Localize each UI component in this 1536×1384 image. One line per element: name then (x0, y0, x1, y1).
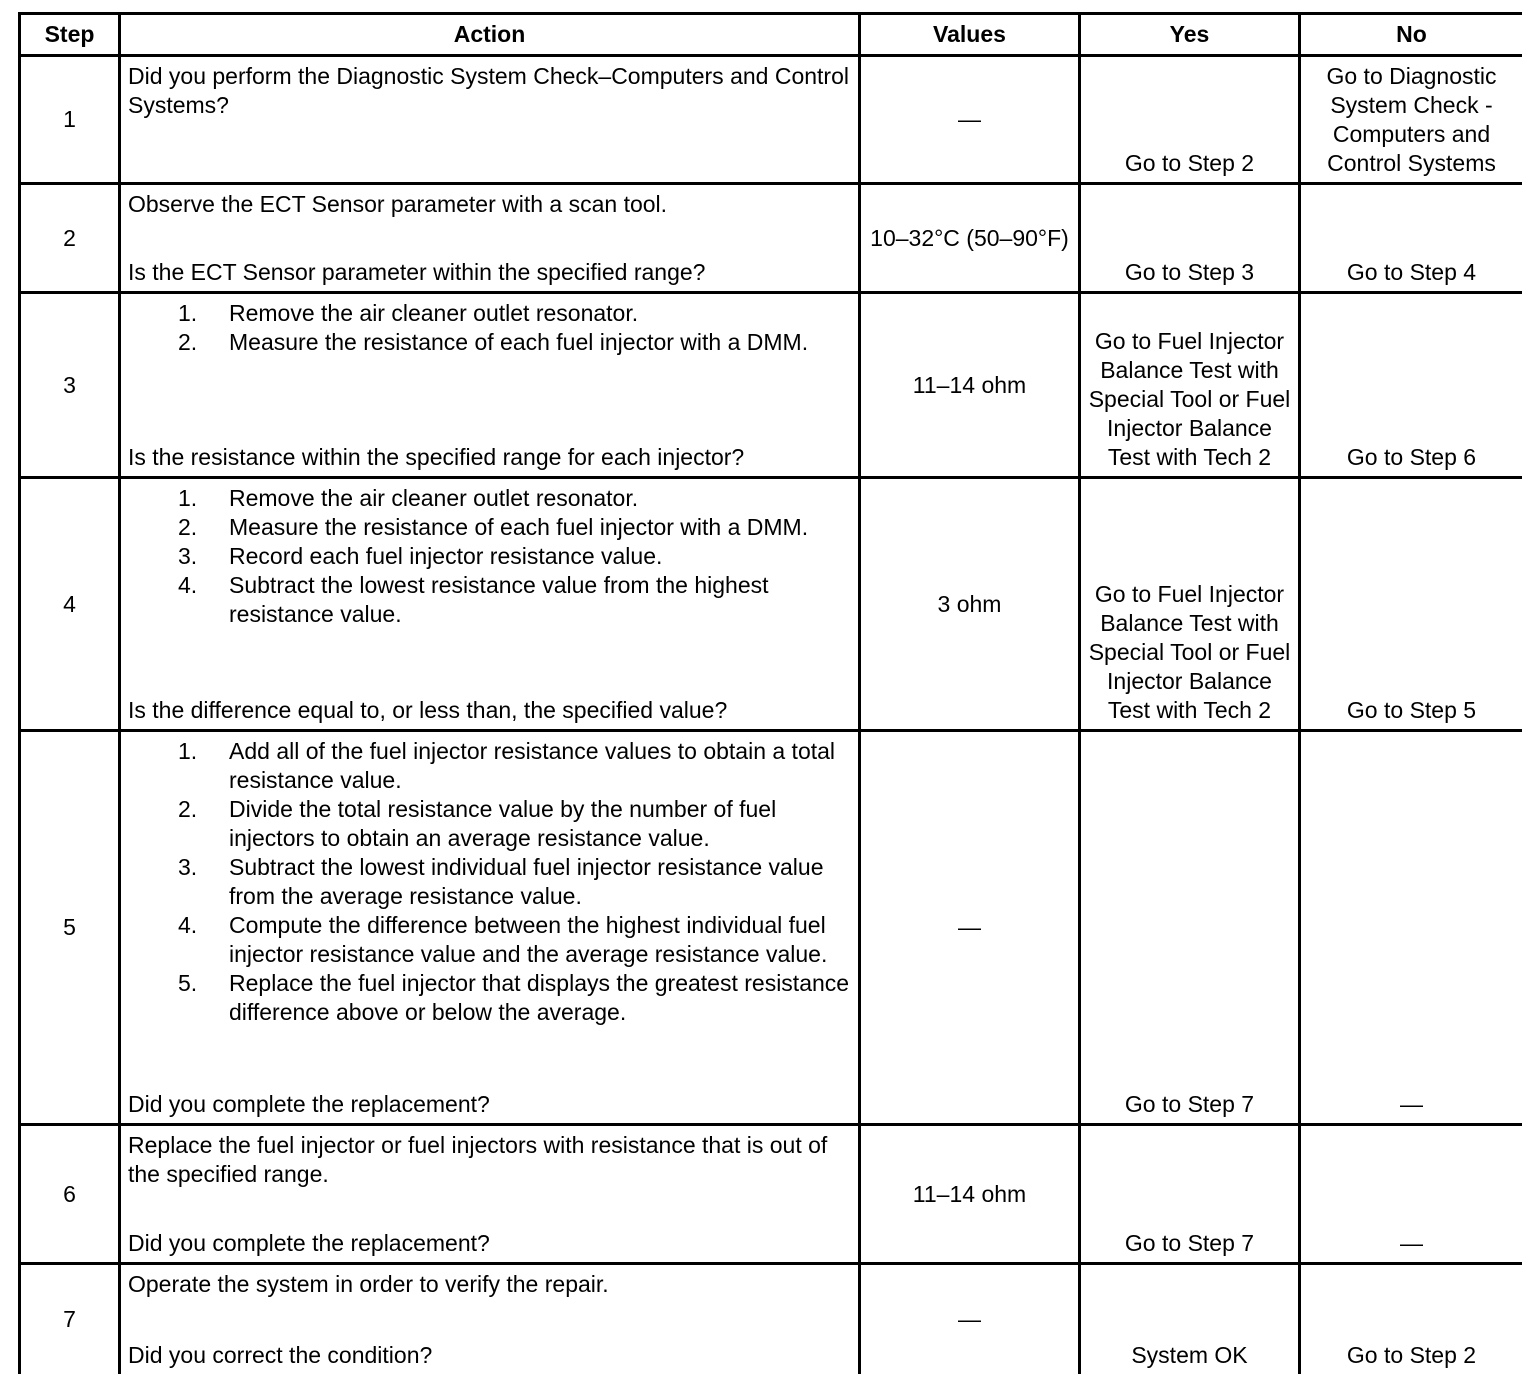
values-cell: 10–32°C (50–90°F) (861, 185, 1078, 291)
action-instructions (128, 1131, 852, 1189)
substep-item (128, 513, 852, 542)
substep-text: Record each fuel injector resistance value. (229, 543, 663, 569)
yes-result: Go to Step 7 (1081, 732, 1298, 1123)
header-yes: Yes (1081, 15, 1298, 54)
action-question: Did you complete the replacement? (128, 1230, 490, 1256)
substep-number: 1. (178, 738, 198, 764)
action-instructions (128, 1270, 852, 1299)
no-result: — (1301, 732, 1522, 1123)
values-cell: 11–14 ohm (861, 294, 1078, 476)
step-number: 2 (21, 185, 118, 291)
header-step: Step (21, 15, 118, 54)
header-values: Values (861, 15, 1078, 54)
step-number: 6 (21, 1126, 118, 1262)
action-substeps (128, 484, 852, 629)
action-text: Operate the system in order to verify the repair. (128, 1271, 609, 1297)
values-cell: 11–14 ohm (861, 1126, 1078, 1262)
substep-text: Measure the resistance of each fuel injector with a DMM. (229, 514, 809, 540)
yes-result: Go to Step 7 (1081, 1126, 1298, 1262)
action-substeps (128, 299, 852, 357)
no-result: Go to Step 6 (1301, 294, 1522, 476)
action-cell (121, 1126, 858, 1262)
action-cell (121, 294, 858, 476)
substep-item (128, 737, 852, 795)
substep-number: 1. (178, 300, 198, 326)
action-question: Is the resistance within the specified range for each injector? (128, 444, 745, 470)
substep-item (128, 328, 852, 357)
diagnostic-table (18, 12, 1522, 1374)
action-question: Did you correct the condition? (128, 1342, 433, 1368)
substep-number: 2. (178, 796, 198, 822)
substep-text: Measure the resistance of each fuel injector with a DMM. (229, 329, 809, 355)
substep-text: Remove the air cleaner outlet resonator. (229, 485, 639, 511)
step-number: 3 (21, 294, 118, 476)
yes-result: Go to Fuel Injector Balance Test with Special Tool or Fuel Injector Balance Test with Tech 2 (1081, 294, 1298, 476)
yes-result: Go to Step 2 (1081, 57, 1298, 182)
substep-number: 5. (178, 970, 198, 996)
step-number: 7 (21, 1265, 118, 1374)
action-question: Did you complete the replacement? (128, 1091, 490, 1117)
action-instructions (128, 484, 852, 629)
yes-result: Go to Step 3 (1081, 185, 1298, 291)
no-result: Go to Step 5 (1301, 479, 1522, 729)
substep-text: Compute the difference between the highest individual fuel injector resistance value and the average resistance value. (229, 912, 828, 967)
substep-item (128, 542, 852, 571)
action-cell (121, 185, 858, 291)
yes-result: Go to Fuel Injector Balance Test with Special Tool or Fuel Injector Balance Test with Tech 2 (1081, 479, 1298, 729)
no-result: — (1301, 1126, 1522, 1262)
substep-text: Replace the fuel injector that displays the greatest resistance difference above or below the average. (229, 970, 850, 1025)
substep-item (128, 484, 852, 513)
substep-item (128, 571, 852, 629)
action-instructions (128, 737, 852, 1027)
action-instructions (128, 299, 852, 357)
action-text: Did you perform the Diagnostic System Check–Computers and Control Systems? (128, 63, 849, 118)
action-cell (121, 57, 858, 182)
header-action: Action (121, 15, 858, 54)
action-text: Observe the ECT Sensor parameter with a scan tool. (128, 191, 668, 217)
values-cell: — (861, 57, 1078, 182)
step-number: 5 (21, 732, 118, 1123)
action-cell (121, 1265, 858, 1374)
substep-text: Divide the total resistance value by the number of fuel injectors to obtain an average resistance value. (229, 796, 777, 851)
step-number: 1 (21, 57, 118, 182)
action-instructions (128, 190, 852, 219)
values-cell: — (861, 732, 1078, 1123)
substep-number: 4. (178, 912, 198, 938)
substep-number: 3. (178, 854, 198, 880)
substep-text: Remove the air cleaner outlet resonator. (229, 300, 639, 326)
substep-item (128, 969, 852, 1027)
substep-number: 1. (178, 485, 198, 511)
substep-text: Add all of the fuel injector resistance values to obtain a total resistance value. (229, 738, 836, 793)
substep-number: 3. (178, 543, 198, 569)
substep-number: 2. (178, 329, 198, 355)
action-cell (121, 479, 858, 729)
no-result: Go to Step 4 (1301, 185, 1522, 291)
substep-item (128, 853, 852, 911)
action-cell (121, 732, 858, 1123)
action-question: Is the difference equal to, or less than, the specified value? (128, 697, 728, 723)
substep-item (128, 299, 852, 328)
substep-number: 4. (178, 572, 198, 598)
substep-text: Subtract the lowest resistance value from the highest resistance value. (229, 572, 769, 627)
action-text: Replace the fuel injector or fuel injectors with resistance that is out of the specified range. (128, 1132, 828, 1187)
action-substeps (128, 737, 852, 1027)
substep-text: Subtract the lowest individual fuel injector resistance value from the average resistance value. (229, 854, 824, 909)
step-number: 4 (21, 479, 118, 729)
action-instructions (128, 62, 852, 120)
no-result: Go to Diagnostic System Check - Computers and Control Systems (1301, 57, 1522, 182)
substep-number: 2. (178, 514, 198, 540)
substep-item (128, 911, 852, 969)
header-no: No (1301, 15, 1522, 54)
no-result: Go to Step 2 (1301, 1265, 1522, 1374)
values-cell: — (861, 1265, 1078, 1374)
substep-item (128, 795, 852, 853)
values-cell: 3 ohm (861, 479, 1078, 729)
yes-result: System OK (1081, 1265, 1298, 1374)
action-question: Is the ECT Sensor parameter within the specified range? (128, 259, 706, 285)
